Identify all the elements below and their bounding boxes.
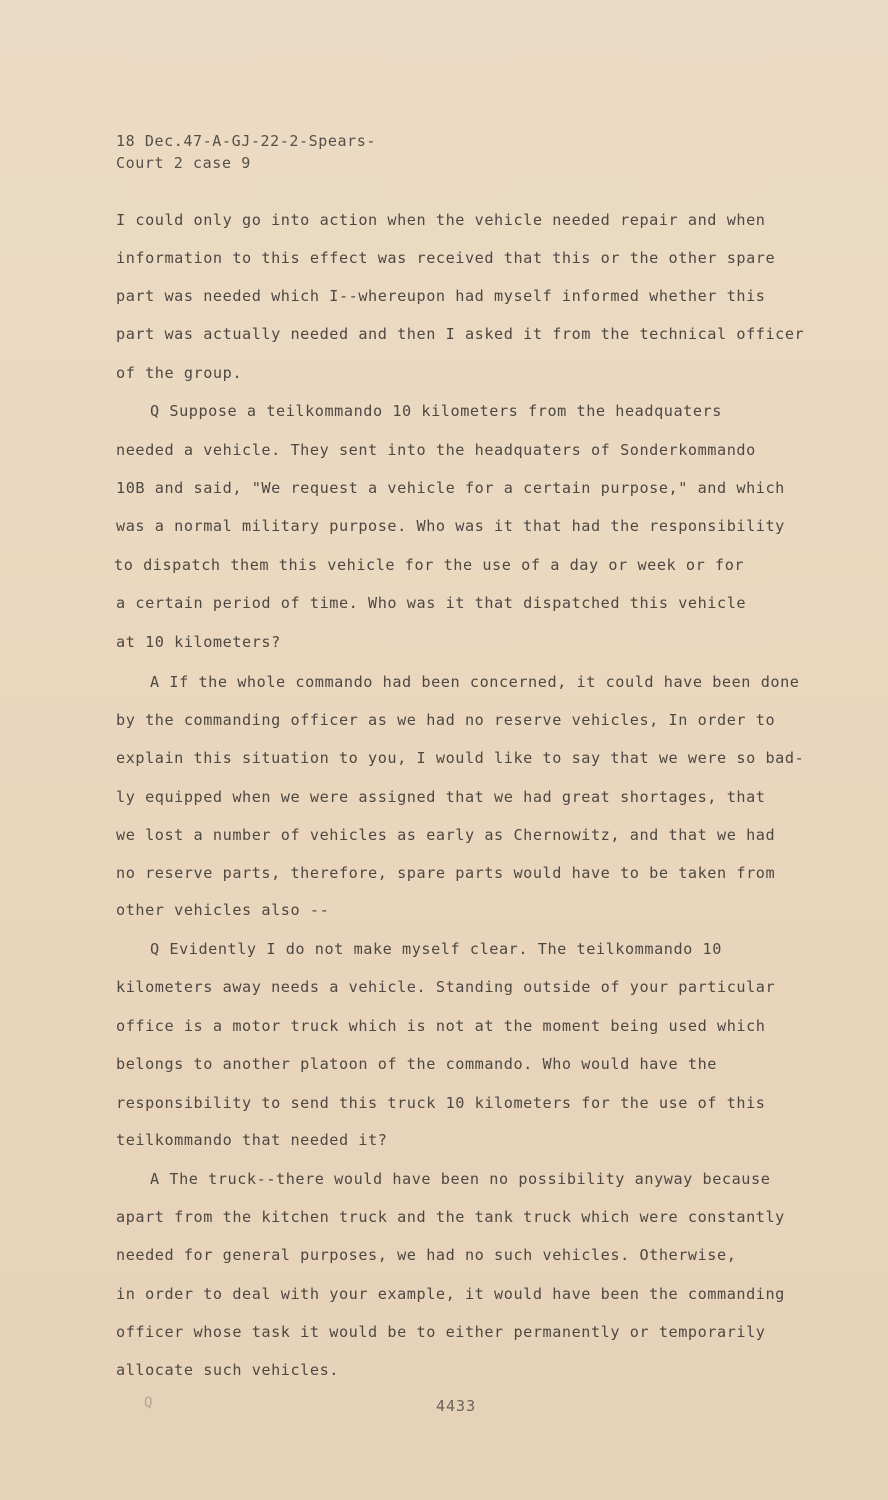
body-line: needed for general purposes, we had no such vehicles. Otherwise, — [116, 1246, 737, 1264]
body-line: explain this situation to you, I would like to say that we were so bad- — [116, 749, 805, 767]
body-line: office is a motor truck which is not at the moment being used which — [116, 1017, 766, 1035]
body-line: A The truck--there would have been no possibility anyway because — [150, 1170, 771, 1188]
body-line: belongs to another platoon of the commando. Who would have the — [116, 1055, 718, 1073]
body-line: officer whose task it would be to either permanently or temporarily — [116, 1323, 766, 1341]
body-line: apart from the kitchen truck and the tank truck which were constantly — [116, 1208, 785, 1226]
body-line: to dispatch them this vehicle for the use of a day or week or for — [114, 556, 745, 574]
body-line: was a normal military purpose. Who was it that had the responsibility — [116, 517, 785, 535]
page-number: 4433 — [436, 1397, 477, 1415]
body-line: teilkommando that needed it? — [116, 1131, 388, 1149]
body-line: no reserve parts, therefore, spare parts would have to be taken from — [116, 864, 776, 882]
body-line: at 10 kilometers? — [116, 633, 281, 651]
body-line: I could only go into action when the vehicle needed repair and when — [116, 211, 766, 229]
stray-ink-mark: Q — [144, 1395, 153, 1411]
body-line: we lost a number of vehicles as early as Chernowitz, and that we had — [116, 826, 776, 844]
body-line: part was needed which I--whereupon had myself informed whether this — [116, 287, 766, 305]
body-line: part was actually needed and then I asked it from the technical officer — [116, 325, 805, 343]
body-line: 10B and said, "We request a vehicle for a certain purpose," and which — [116, 479, 785, 497]
body-line: other vehicles also -- — [116, 901, 330, 919]
body-line: Q Suppose a teilkommando 10 kilometers from the headquaters — [150, 402, 722, 420]
body-line: by the commanding officer as we had no reserve vehicles, In order to — [116, 711, 776, 729]
body-line: allocate such vehicles. — [116, 1361, 339, 1379]
body-line: information to this effect was received that this or the other spare — [116, 249, 776, 267]
body-line: A If the whole commando had been concerned, it could have been done — [150, 673, 800, 691]
body-line: kilometers away needs a vehicle. Standing outside of your particular — [116, 978, 776, 996]
body-line: responsibility to send this truck 10 kilometers for the use of this — [116, 1094, 766, 1112]
body-line: Q Evidently I do not make myself clear. The teilkommando 10 — [150, 940, 722, 958]
body-line: a certain period of time. Who was it that dispatched this vehicle — [116, 594, 747, 612]
body-line: of the group. — [116, 364, 243, 382]
header-reference: 18 Dec.47-A-GJ-22-2-Spears- — [116, 132, 377, 150]
header-court-case: Court 2 case 9 — [116, 154, 251, 172]
body-line: in order to deal with your example, it would have been the commanding — [116, 1285, 785, 1303]
body-line: ly equipped when we were assigned that we had great shortages, that — [116, 788, 766, 806]
body-line: needed a vehicle. They sent into the headquaters of Sonderkommando — [116, 441, 756, 459]
